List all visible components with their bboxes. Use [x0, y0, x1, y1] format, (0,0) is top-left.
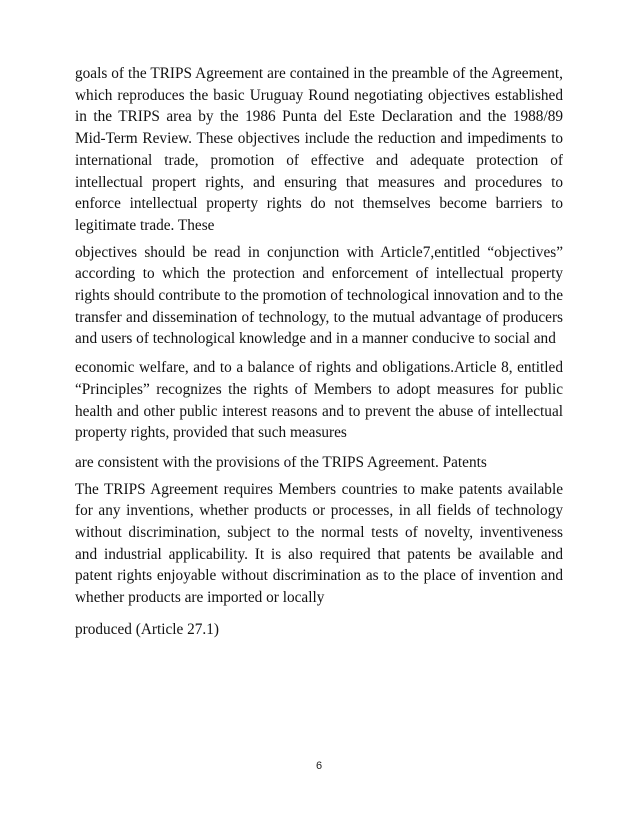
paragraph-article7-objectives: objectives should be read in conjunction with Article7,entitled “objectives” according to which the protection and enforcement of intellectual property rights should contribute to the promotion of technological innovation and to the transfer and dissemination of technology, to the mutual advantage of producers and users of technological knowledge and in a manner conducive to social and	[75, 243, 563, 348]
paragraph-article8-principles: economic welfare, and to a balance of rights and obligations.Article 8, entitled “Principles” recognizes the rights of Members to adopt measures for public health and other public interest reasons and to prevent the abuse of intellectual property rights, provided that such measures	[75, 359, 563, 442]
paragraph-article27: produced (Article 27.1)	[75, 620, 219, 638]
page-number: 6	[315, 760, 323, 772]
paragraph-patents-requirements: The TRIPS Agreement requires Members countries to make patents available for any inventions, whether products or processes, in all fields of technology without discrimination, subject to the normal tests of novelty, inventiveness and industrial applicability. It is also required that patents be available and patent rights enjoyable without discrimination as to the place of invention and whether products are imported or locally	[75, 480, 563, 607]
paragraph-preamble-goals: goals of the TRIPS Agreement are contained in the preamble of the Agreement, which reproduces the basic Uruguay Round negotiating objectives established in the TRIPS area by the 1986 Punta del Este Declaration and the 1988/89 Mid-Term Review. These objectives include the reduction and impediments to international trade, promotion of effective and adequate protection of intellectual propert rights, and ensuring that measures and procedures to enforce intellectual property rights do not themselves become barriers to legitimate trade. These	[75, 65, 563, 234]
paragraph-patents-heading: are consistent with the provisions of the TRIPS Agreement. Patents	[75, 453, 487, 471]
document-page	[75, 63, 563, 641]
